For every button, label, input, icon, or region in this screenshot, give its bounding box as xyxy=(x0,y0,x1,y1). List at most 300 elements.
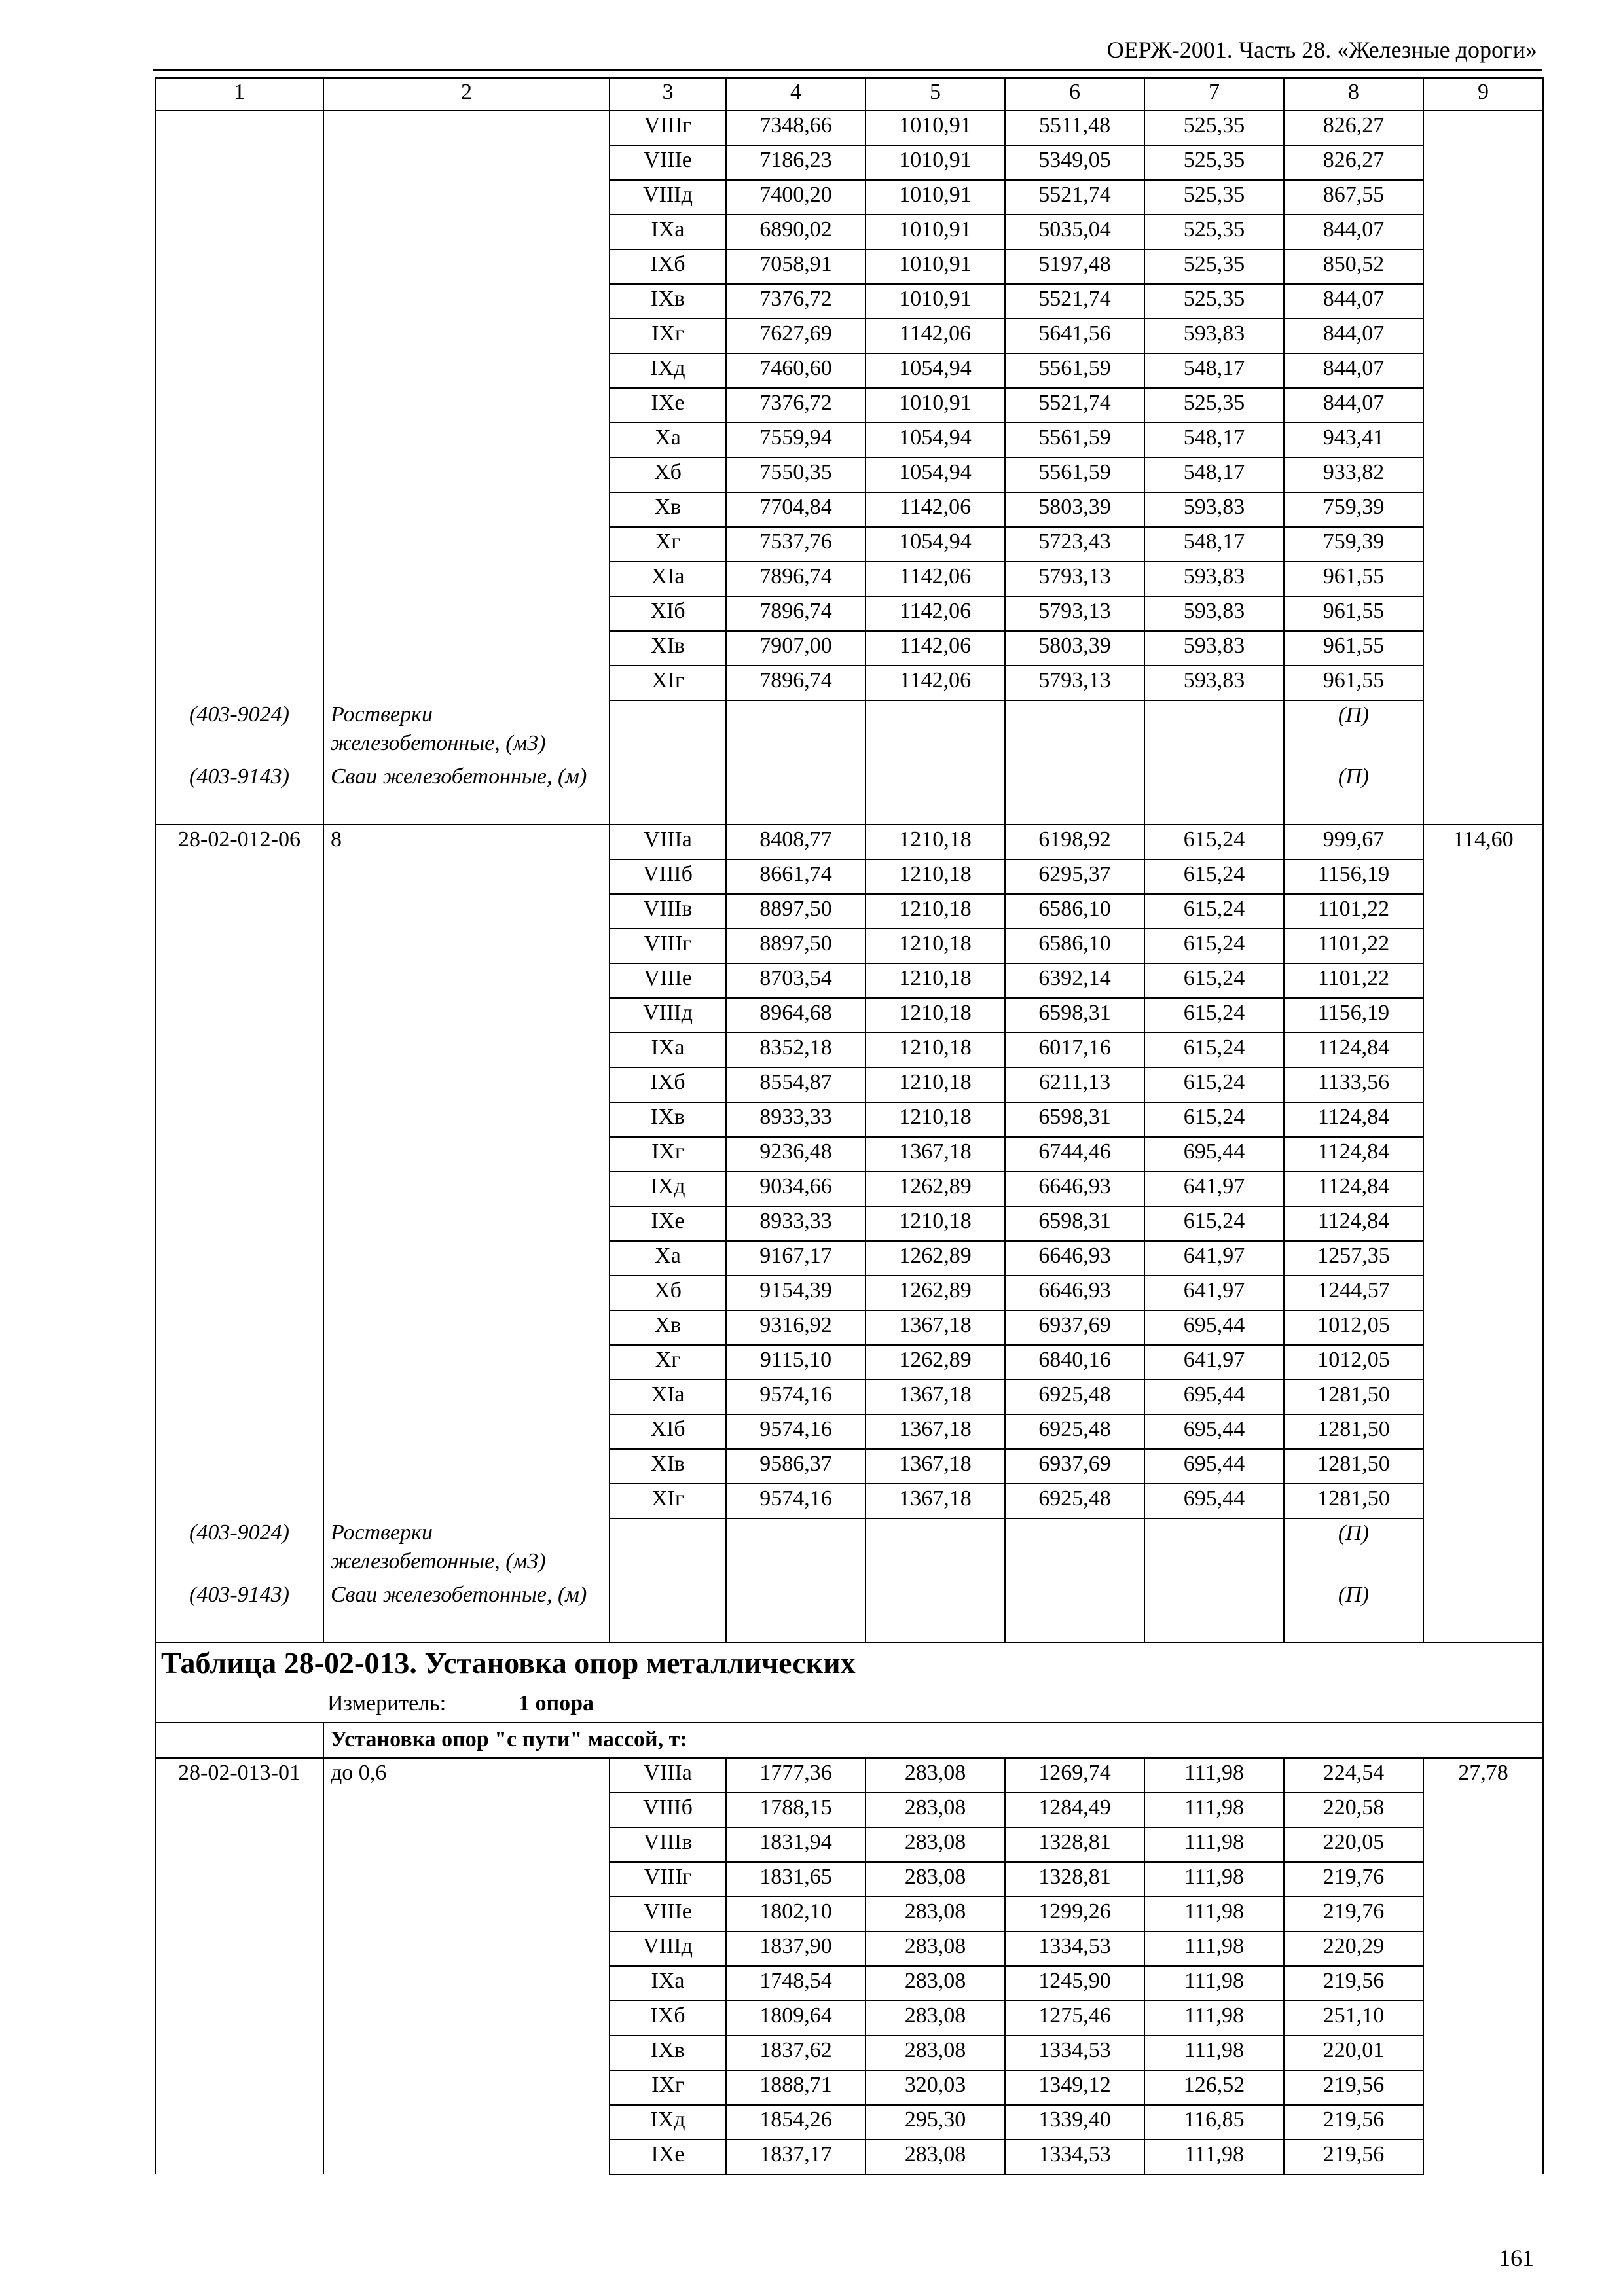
resource-name: Ростверки железобетонные, (м3) xyxy=(323,1518,610,1581)
materials-cost: 943,41 xyxy=(1284,423,1423,457)
machine-cost: 6586,10 xyxy=(1005,894,1144,929)
labor-cost: 283,08 xyxy=(866,1793,1005,1827)
zone-code: Xб xyxy=(610,1276,726,1310)
materials-cost: 220,05 xyxy=(1284,1827,1423,1862)
labor-cost: 1262,89 xyxy=(866,1345,1005,1380)
operator-wages: 525,35 xyxy=(1144,388,1284,423)
machine-cost: 5035,04 xyxy=(1005,215,1144,249)
rate-name xyxy=(323,111,610,700)
labor-cost: 283,08 xyxy=(866,2001,1005,2036)
machine-cost: 6840,16 xyxy=(1005,1345,1144,1380)
machine-cost: 6646,93 xyxy=(1005,1276,1144,1310)
resource-name: Сваи железобетонные, (м) xyxy=(323,762,610,825)
operator-wages: 525,35 xyxy=(1144,284,1284,319)
column-number: 1 xyxy=(155,78,323,111)
machine-cost: 6925,48 xyxy=(1005,1484,1144,1518)
empty-cell xyxy=(726,1581,866,1643)
total-cost: 7537,76 xyxy=(726,527,866,562)
total-cost: 8933,33 xyxy=(726,1206,866,1241)
total-cost: 7460,60 xyxy=(726,353,866,388)
materials-cost: 219,76 xyxy=(1284,1862,1423,1897)
empty-cell xyxy=(610,762,726,825)
labor-cost: 295,30 xyxy=(866,2105,1005,2140)
machine-cost: 5803,39 xyxy=(1005,631,1144,666)
operator-wages: 525,35 xyxy=(1144,180,1284,215)
empty-cell xyxy=(1005,762,1144,825)
machine-cost: 5561,59 xyxy=(1005,423,1144,457)
machine-cost: 1245,90 xyxy=(1005,1966,1144,2001)
machine-cost: 6598,31 xyxy=(1005,1102,1144,1137)
labor-cost: 1054,94 xyxy=(866,527,1005,562)
operator-wages: 593,83 xyxy=(1144,631,1284,666)
operator-wages: 525,35 xyxy=(1144,111,1284,145)
total-cost: 7348,66 xyxy=(726,111,866,145)
zone-code: IXе xyxy=(610,1206,726,1241)
total-cost: 9586,37 xyxy=(726,1449,866,1484)
machine-cost: 6017,16 xyxy=(1005,1033,1144,1067)
operator-wages: 111,98 xyxy=(1144,1793,1284,1827)
materials-cost: 1101,22 xyxy=(1284,894,1423,929)
machine-cost: 1284,49 xyxy=(1005,1793,1144,1827)
measure-unit xyxy=(323,1687,1543,1723)
operator-wages: 695,44 xyxy=(1144,1380,1284,1414)
materials-cost: 220,29 xyxy=(1284,1931,1423,1966)
materials-cost: 759,39 xyxy=(1284,527,1423,562)
total-cost: 1854,26 xyxy=(726,2105,866,2140)
table-title-row xyxy=(155,1643,1543,1687)
labor-cost: 1210,18 xyxy=(866,859,1005,894)
materials-cost: 850,52 xyxy=(1284,249,1423,284)
operator-wages: 593,83 xyxy=(1144,492,1284,527)
rate-code xyxy=(155,111,323,700)
machine-cost: 1328,81 xyxy=(1005,1827,1144,1862)
materials-cost: 933,82 xyxy=(1284,457,1423,492)
empty-cell xyxy=(726,700,866,762)
machine-cost: 5561,59 xyxy=(1005,457,1144,492)
zone-code: IXг xyxy=(610,319,726,353)
resource-code: (403-9143) xyxy=(155,1581,323,1643)
materials-cost: 1124,84 xyxy=(1284,1172,1423,1206)
machine-cost: 1349,12 xyxy=(1005,2070,1144,2105)
total-cost: 9034,66 xyxy=(726,1172,866,1206)
header-divider xyxy=(153,69,1542,71)
labor-cost: 1367,18 xyxy=(866,1310,1005,1345)
labor-cost: 1210,18 xyxy=(866,1067,1005,1102)
operator-wages: 695,44 xyxy=(1144,1414,1284,1449)
machine-cost: 5793,13 xyxy=(1005,666,1144,700)
zone-code: XIв xyxy=(610,1449,726,1484)
column-number: 6 xyxy=(1005,78,1144,111)
machine-cost: 1334,53 xyxy=(1005,2036,1144,2070)
machine-cost: 1339,40 xyxy=(1005,2105,1144,2140)
materials-cost: 1156,19 xyxy=(1284,998,1423,1033)
materials-cost: 220,58 xyxy=(1284,1793,1423,1827)
operator-wages: 615,24 xyxy=(1144,859,1284,894)
operator-wages: 111,98 xyxy=(1144,1758,1284,1793)
zone-code: VIIIб xyxy=(610,859,726,894)
zone-code: Xг xyxy=(610,527,726,562)
empty-cell xyxy=(1005,1581,1144,1643)
resource-reference-row xyxy=(155,762,1543,825)
zone-code: VIIIг xyxy=(610,1862,726,1897)
materials-cost: 759,39 xyxy=(1284,492,1423,527)
total-cost: 9574,16 xyxy=(726,1484,866,1518)
table-row xyxy=(155,825,1543,859)
labor-cost: 1142,06 xyxy=(866,596,1005,631)
labor-hours xyxy=(1423,111,1543,825)
machine-cost: 1269,74 xyxy=(1005,1758,1144,1793)
operator-wages: 615,24 xyxy=(1144,1033,1284,1067)
materials-cost: 1124,84 xyxy=(1284,1137,1423,1172)
total-cost: 1837,62 xyxy=(726,2036,866,2070)
total-cost: 9574,16 xyxy=(726,1380,866,1414)
materials-cost: 1101,22 xyxy=(1284,963,1423,998)
rate-code: 28-02-012-06 xyxy=(155,825,323,1518)
materials-cost: 961,55 xyxy=(1284,562,1423,596)
labor-cost: 1262,89 xyxy=(866,1172,1005,1206)
machine-cost: 5521,74 xyxy=(1005,180,1144,215)
page-header-title: ОЕРЖ-2001. Часть 28. «Железные дороги» xyxy=(1106,37,1537,63)
zone-code: XIб xyxy=(610,596,726,631)
machine-cost: 1275,46 xyxy=(1005,2001,1144,2036)
measure-value: 1 опора xyxy=(519,1691,594,1715)
empty-cell xyxy=(1144,700,1284,762)
empty-cell xyxy=(1144,1581,1284,1643)
total-cost: 8897,50 xyxy=(726,894,866,929)
resource-mark: (П) xyxy=(1284,1581,1423,1643)
total-cost: 1777,36 xyxy=(726,1758,866,1793)
total-cost: 8554,87 xyxy=(726,1067,866,1102)
total-cost: 8964,68 xyxy=(726,998,866,1033)
operator-wages: 695,44 xyxy=(1144,1484,1284,1518)
materials-cost: 1257,35 xyxy=(1284,1241,1423,1276)
empty-cell xyxy=(155,1687,323,1723)
machine-cost: 6598,31 xyxy=(1005,998,1144,1033)
total-cost: 1809,64 xyxy=(726,2001,866,2036)
total-cost: 9236,48 xyxy=(726,1137,866,1172)
operator-wages: 525,35 xyxy=(1144,215,1284,249)
materials-cost: 219,56 xyxy=(1284,2070,1423,2105)
materials-cost: 826,27 xyxy=(1284,145,1423,180)
operator-wages: 695,44 xyxy=(1144,1449,1284,1484)
resource-mark: (П) xyxy=(1284,762,1423,825)
labor-cost: 1010,91 xyxy=(866,180,1005,215)
materials-cost: 1281,50 xyxy=(1284,1380,1423,1414)
rates-table-body xyxy=(155,78,1543,2174)
machine-cost: 6937,69 xyxy=(1005,1310,1144,1345)
labor-cost: 1142,06 xyxy=(866,666,1005,700)
operator-wages: 593,83 xyxy=(1144,562,1284,596)
labor-cost: 1054,94 xyxy=(866,457,1005,492)
materials-cost: 1012,05 xyxy=(1284,1345,1423,1380)
materials-cost: 1124,84 xyxy=(1284,1206,1423,1241)
labor-cost: 1367,18 xyxy=(866,1414,1005,1449)
zone-code: Xа xyxy=(610,423,726,457)
zone-code: XIг xyxy=(610,1484,726,1518)
zone-code: IXа xyxy=(610,215,726,249)
labor-cost: 1367,18 xyxy=(866,1449,1005,1484)
operator-wages: 525,35 xyxy=(1144,145,1284,180)
total-cost: 1837,17 xyxy=(726,2140,866,2174)
operator-wages: 548,17 xyxy=(1144,423,1284,457)
total-cost: 1831,94 xyxy=(726,1827,866,1862)
materials-cost: 844,07 xyxy=(1284,353,1423,388)
labor-cost: 283,08 xyxy=(866,1758,1005,1793)
operator-wages: 111,98 xyxy=(1144,1966,1284,2001)
operator-wages: 615,24 xyxy=(1144,894,1284,929)
resource-reference-row xyxy=(155,700,1543,762)
total-cost: 7058,91 xyxy=(726,249,866,284)
empty-cell xyxy=(726,762,866,825)
operator-wages: 615,24 xyxy=(1144,1102,1284,1137)
labor-cost: 1142,06 xyxy=(866,631,1005,666)
machine-cost: 6925,48 xyxy=(1005,1414,1144,1449)
operator-wages: 111,98 xyxy=(1144,1897,1284,1931)
operator-wages: 593,83 xyxy=(1144,666,1284,700)
zone-code: IXе xyxy=(610,2140,726,2174)
zone-code: IXв xyxy=(610,1102,726,1137)
operator-wages: 548,17 xyxy=(1144,353,1284,388)
labor-cost: 1262,89 xyxy=(866,1276,1005,1310)
labor-cost: 1210,18 xyxy=(866,929,1005,963)
column-number-row xyxy=(155,78,1543,111)
resource-code: (403-9024) xyxy=(155,700,323,762)
total-cost: 1802,10 xyxy=(726,1897,866,1931)
materials-cost: 844,07 xyxy=(1284,388,1423,423)
operator-wages: 615,24 xyxy=(1144,825,1284,859)
operator-wages: 525,35 xyxy=(1144,249,1284,284)
operator-wages: 615,24 xyxy=(1144,998,1284,1033)
materials-cost: 219,56 xyxy=(1284,2105,1423,2140)
zone-code: VIIIд xyxy=(610,998,726,1033)
machine-cost: 6211,13 xyxy=(1005,1067,1144,1102)
machine-cost: 5641,56 xyxy=(1005,319,1144,353)
total-cost: 7704,84 xyxy=(726,492,866,527)
machine-cost: 6586,10 xyxy=(1005,929,1144,963)
labor-cost: 1367,18 xyxy=(866,1484,1005,1518)
zone-code: IXв xyxy=(610,284,726,319)
column-number: 3 xyxy=(610,78,726,111)
materials-cost: 1124,84 xyxy=(1284,1102,1423,1137)
total-cost: 9316,92 xyxy=(726,1310,866,1345)
materials-cost: 844,07 xyxy=(1284,215,1423,249)
measure-row xyxy=(155,1687,1543,1723)
machine-cost: 5349,05 xyxy=(1005,145,1144,180)
materials-cost: 1124,84 xyxy=(1284,1033,1423,1067)
labor-cost: 1262,89 xyxy=(866,1241,1005,1276)
column-number: 2 xyxy=(323,78,610,111)
operator-wages: 615,24 xyxy=(1144,929,1284,963)
materials-cost: 1281,50 xyxy=(1284,1414,1423,1449)
machine-cost: 1334,53 xyxy=(1005,2140,1144,2174)
table-title: Таблица 28-02-013. Установка опор металлических xyxy=(155,1643,1543,1687)
zone-code: IXе xyxy=(610,388,726,423)
resource-mark: (П) xyxy=(1284,1518,1423,1581)
operator-wages: 695,44 xyxy=(1144,1137,1284,1172)
labor-cost: 283,08 xyxy=(866,1827,1005,1862)
labor-cost: 1210,18 xyxy=(866,825,1005,859)
labor-cost: 283,08 xyxy=(866,1931,1005,1966)
machine-cost: 5793,13 xyxy=(1005,596,1144,631)
total-cost: 8408,77 xyxy=(726,825,866,859)
zone-code: Xв xyxy=(610,492,726,527)
labor-hours: 114,60 xyxy=(1423,825,1543,1643)
zone-code: VIIIг xyxy=(610,929,726,963)
labor-cost: 283,08 xyxy=(866,1966,1005,2001)
empty-cell xyxy=(866,1518,1005,1581)
total-cost: 8352,18 xyxy=(726,1033,866,1067)
zone-code: IXб xyxy=(610,1067,726,1102)
materials-cost: 844,07 xyxy=(1284,284,1423,319)
operator-wages: 111,98 xyxy=(1144,2140,1284,2174)
machine-cost: 6937,69 xyxy=(1005,1449,1144,1484)
materials-cost: 1101,22 xyxy=(1284,929,1423,963)
labor-cost: 1210,18 xyxy=(866,998,1005,1033)
zone-code: VIIIе xyxy=(610,145,726,180)
zone-code: IXг xyxy=(610,2070,726,2105)
empty-cell xyxy=(1144,762,1284,825)
rates-table xyxy=(155,77,1544,2175)
operator-wages: 116,85 xyxy=(1144,2105,1284,2140)
total-cost: 8933,33 xyxy=(726,1102,866,1137)
machine-cost: 5561,59 xyxy=(1005,353,1144,388)
total-cost: 9574,16 xyxy=(726,1414,866,1449)
page-number: 161 xyxy=(1499,2245,1534,2271)
empty-cell xyxy=(866,700,1005,762)
labor-cost: 283,08 xyxy=(866,1862,1005,1897)
materials-cost: 961,55 xyxy=(1284,631,1423,666)
zone-code: Xа xyxy=(610,1241,726,1276)
zone-code: IXд xyxy=(610,1172,726,1206)
total-cost: 7376,72 xyxy=(726,284,866,319)
machine-cost: 5521,74 xyxy=(1005,284,1144,319)
zone-code: VIIIа xyxy=(610,1758,726,1793)
materials-cost: 826,27 xyxy=(1284,111,1423,145)
operator-wages: 641,97 xyxy=(1144,1172,1284,1206)
machine-cost: 1299,26 xyxy=(1005,1897,1144,1931)
zone-code: VIIIд xyxy=(610,1931,726,1966)
machine-cost: 1334,53 xyxy=(1005,1931,1144,1966)
zone-code: IXа xyxy=(610,1033,726,1067)
labor-cost: 1210,18 xyxy=(866,1206,1005,1241)
operator-wages: 126,52 xyxy=(1144,2070,1284,2105)
machine-cost: 6392,14 xyxy=(1005,963,1144,998)
zone-code: IXв xyxy=(610,2036,726,2070)
zone-code: VIIIг xyxy=(610,111,726,145)
total-cost: 8703,54 xyxy=(726,963,866,998)
machine-cost: 6646,93 xyxy=(1005,1172,1144,1206)
empty-cell xyxy=(610,1581,726,1643)
materials-cost: 1012,05 xyxy=(1284,1310,1423,1345)
materials-cost: 1133,56 xyxy=(1284,1067,1423,1102)
column-number: 9 xyxy=(1423,78,1543,111)
resource-name: Ростверки железобетонные, (м3) xyxy=(323,700,610,762)
zone-code: IXб xyxy=(610,2001,726,2036)
total-cost: 7550,35 xyxy=(726,457,866,492)
machine-cost: 6925,48 xyxy=(1005,1380,1144,1414)
rate-name: 8 xyxy=(323,825,610,1518)
labor-cost: 1367,18 xyxy=(866,1137,1005,1172)
zone-code: Xб xyxy=(610,457,726,492)
operator-wages: 593,83 xyxy=(1144,319,1284,353)
subheading: Установка опор "с пути" массой, т: xyxy=(323,1723,1543,1758)
total-cost: 7907,00 xyxy=(726,631,866,666)
zone-code: XIб xyxy=(610,1414,726,1449)
machine-cost: 5197,48 xyxy=(1005,249,1144,284)
machine-cost: 6198,92 xyxy=(1005,825,1144,859)
materials-cost: 219,56 xyxy=(1284,2140,1423,2174)
operator-wages: 615,24 xyxy=(1144,963,1284,998)
operator-wages: 111,98 xyxy=(1144,1862,1284,1897)
zone-code: XIа xyxy=(610,562,726,596)
total-cost: 8661,74 xyxy=(726,859,866,894)
empty-cell xyxy=(155,1723,323,1758)
materials-cost: 1244,57 xyxy=(1284,1276,1423,1310)
empty-cell xyxy=(866,762,1005,825)
zone-code: VIIIб xyxy=(610,1793,726,1827)
labor-cost: 1210,18 xyxy=(866,963,1005,998)
empty-cell xyxy=(726,1518,866,1581)
rate-name: до 0,6 xyxy=(323,1758,610,2174)
operator-wages: 548,17 xyxy=(1144,457,1284,492)
resource-code: (403-9024) xyxy=(155,1518,323,1581)
machine-cost: 6744,46 xyxy=(1005,1137,1144,1172)
total-cost: 9154,39 xyxy=(726,1276,866,1310)
zone-code: IXб xyxy=(610,249,726,284)
total-cost: 7896,74 xyxy=(726,562,866,596)
materials-cost: 1281,50 xyxy=(1284,1484,1423,1518)
subheading-row xyxy=(155,1723,1543,1758)
materials-cost: 224,54 xyxy=(1284,1758,1423,1793)
labor-cost: 320,03 xyxy=(866,2070,1005,2105)
materials-cost: 867,55 xyxy=(1284,180,1423,215)
labor-cost: 1142,06 xyxy=(866,492,1005,527)
machine-cost: 5803,39 xyxy=(1005,492,1144,527)
table-row xyxy=(155,1758,1543,1793)
materials-cost: 999,67 xyxy=(1284,825,1423,859)
machine-cost: 6646,93 xyxy=(1005,1241,1144,1276)
zone-code: XIв xyxy=(610,631,726,666)
total-cost: 9115,10 xyxy=(726,1345,866,1380)
materials-cost: 961,55 xyxy=(1284,666,1423,700)
machine-cost: 5723,43 xyxy=(1005,527,1144,562)
labor-cost: 283,08 xyxy=(866,2140,1005,2174)
materials-cost: 1281,50 xyxy=(1284,1449,1423,1484)
empty-cell xyxy=(1144,1518,1284,1581)
rate-code: 28-02-013-01 xyxy=(155,1758,323,2174)
empty-cell xyxy=(1005,1518,1144,1581)
materials-cost: 961,55 xyxy=(1284,596,1423,631)
empty-cell xyxy=(610,700,726,762)
zone-code: IXд xyxy=(610,353,726,388)
labor-hours: 27,78 xyxy=(1423,1758,1543,2174)
machine-cost: 6295,37 xyxy=(1005,859,1144,894)
operator-wages: 111,98 xyxy=(1144,2036,1284,2070)
operator-wages: 641,97 xyxy=(1144,1345,1284,1380)
labor-cost: 1367,18 xyxy=(866,1380,1005,1414)
zone-code: IXд xyxy=(610,2105,726,2140)
resource-reference-row xyxy=(155,1518,1543,1581)
operator-wages: 641,97 xyxy=(1144,1276,1284,1310)
materials-cost: 251,10 xyxy=(1284,2001,1423,2036)
operator-wages: 111,98 xyxy=(1144,1931,1284,1966)
empty-cell xyxy=(1005,700,1144,762)
operator-wages: 548,17 xyxy=(1144,527,1284,562)
total-cost: 7186,23 xyxy=(726,145,866,180)
resource-reference-row xyxy=(155,1581,1543,1643)
total-cost: 7896,74 xyxy=(726,666,866,700)
labor-cost: 1010,91 xyxy=(866,249,1005,284)
